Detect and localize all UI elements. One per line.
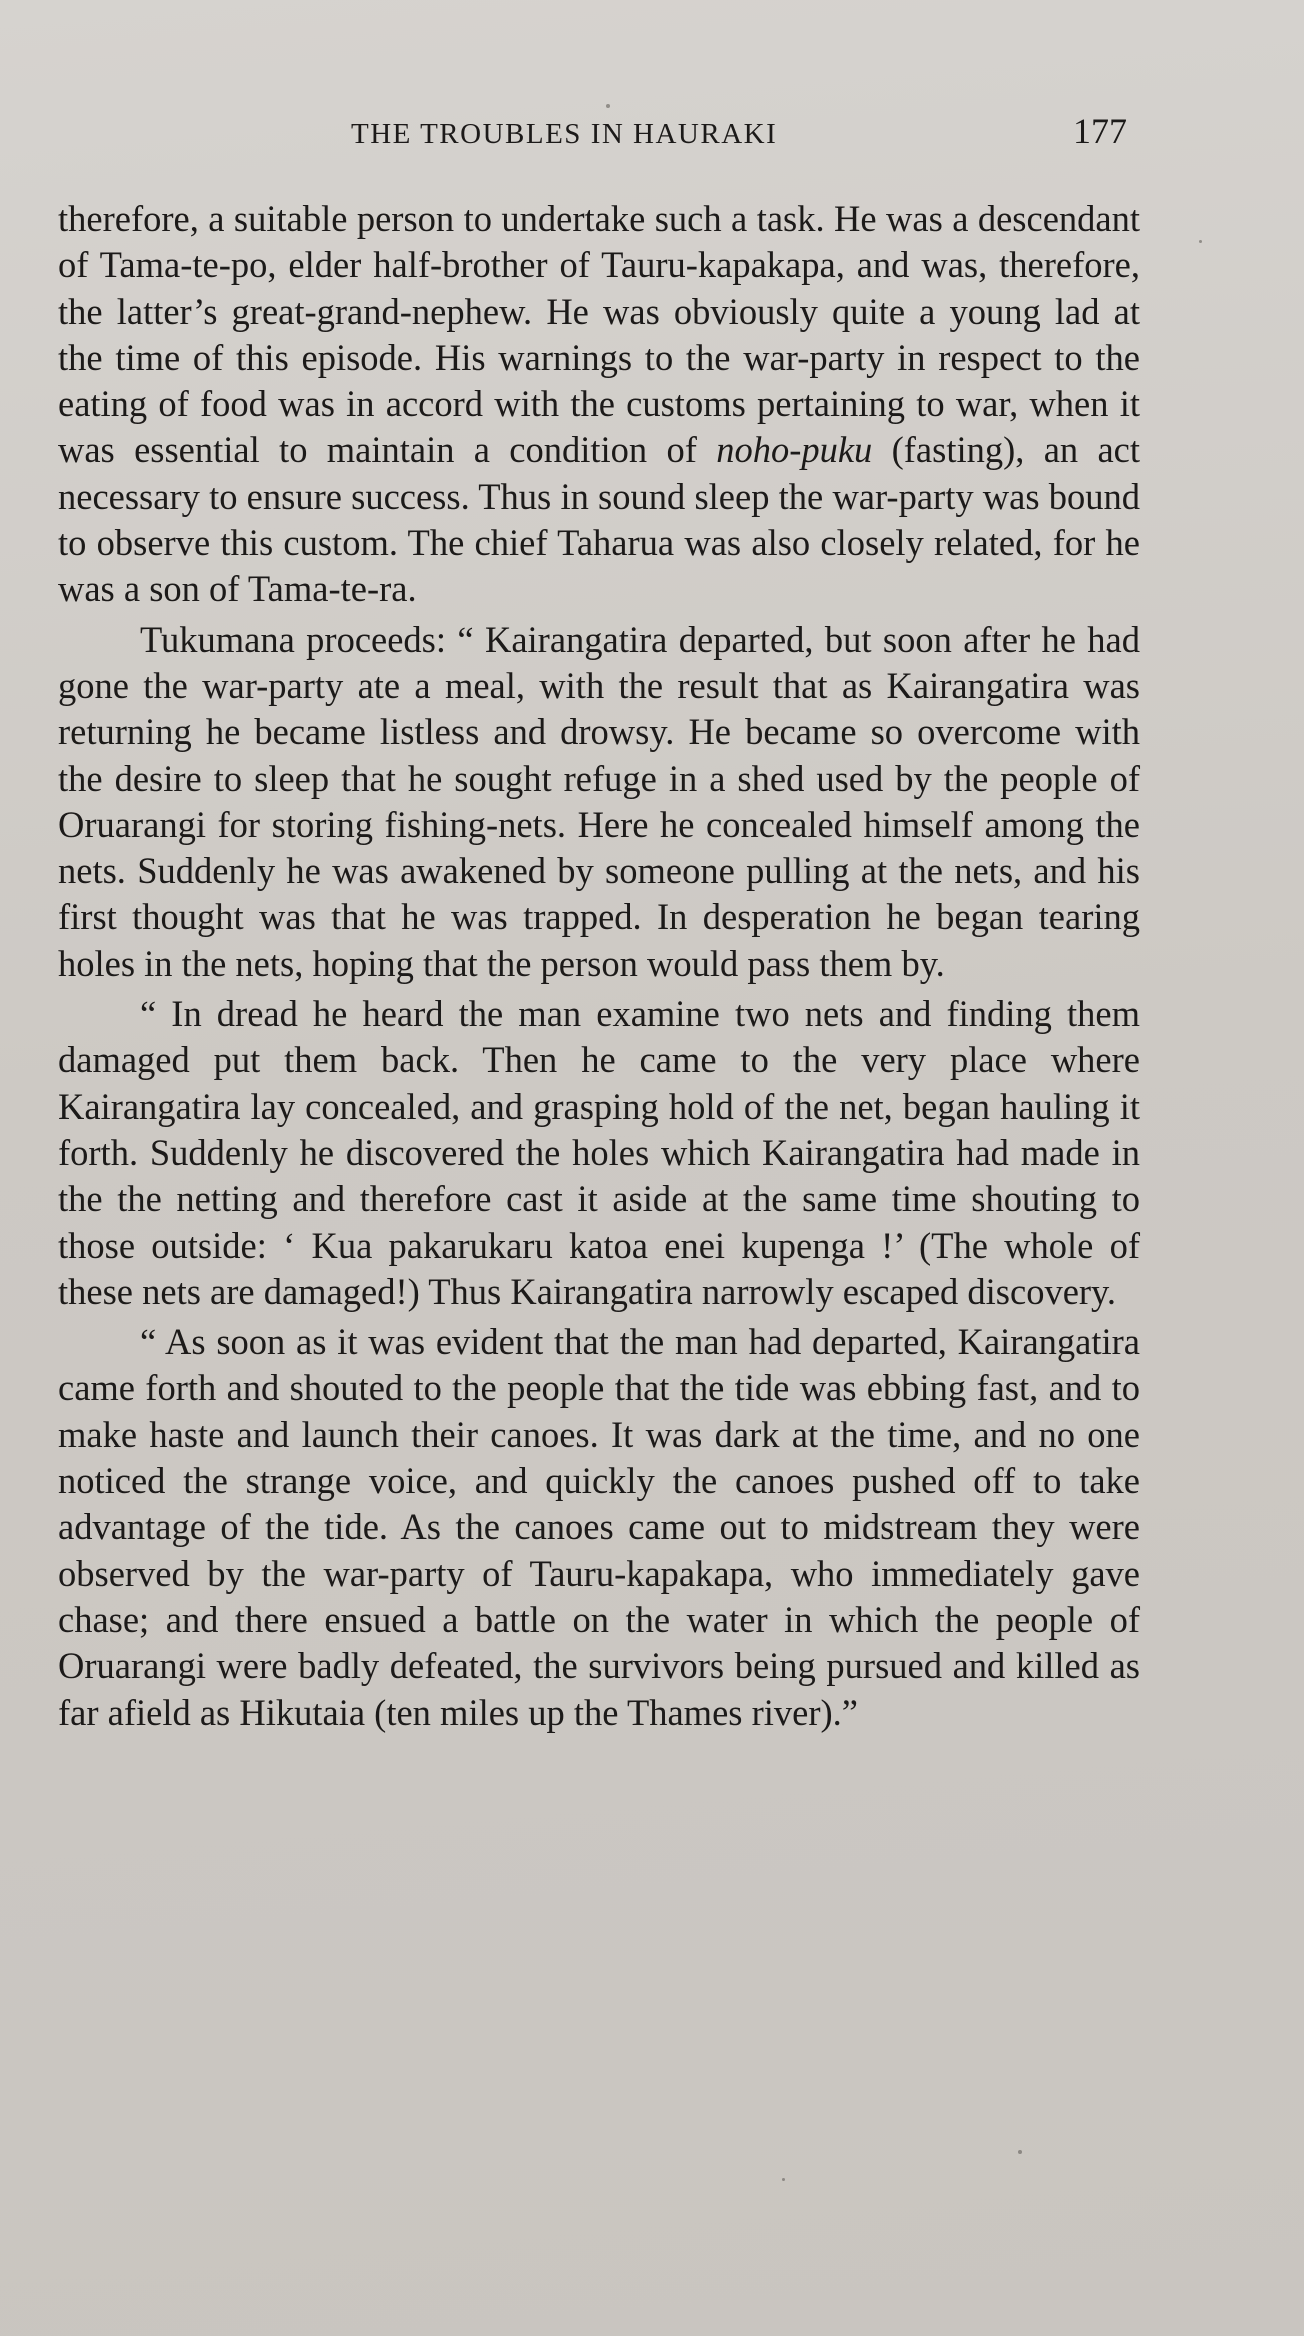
paper-speck: [1199, 240, 1202, 243]
running-head: THE TROUBLES IN HAURAKI: [351, 118, 778, 150]
paragraph-3-text: “ In dread he heard the man examine two nets and finding them damaged put them back. Then he came to the very place where Kairangatira lay concealed, and grasping hold of the net, began hauling it forth. Suddenly he discovered the holes which Kairangatira had made in the the netting and therefore cast it aside at the same time shouting to those outside: ‘ Kua pakarukaru katoa enei kupenga !’ (The whole of these nets are damaged!) Thus Kairangatira narrowly escaped discovery.: [58, 993, 1140, 1312]
paper-speck: [1018, 2150, 1022, 2154]
paragraph-3: [58, 991, 1140, 1315]
paragraph-2-text: Tukumana proceeds: “ Kairangatira departed, but soon after he had gone the war-party ate a meal, with the result that as Kairangatira was returning he became listless and drowsy. He became so overcome with the desire to sleep that he sought refuge in a shed used by the people of Oruarangi for storing fishing-nets. Here he concealed himself among the nets. Suddenly he was awakened by someone pulling at the nets, and his first thought was that he was trapped. In desperation he began tearing holes in the nets, hoping that the person would pass them by.: [58, 618, 1140, 984]
paper-speck: [782, 2178, 785, 2181]
paragraph-1: [58, 196, 1140, 613]
paragraph-4-text: “ As soon as it was evident that the man had departed, Kairangatira came forth and shouted to the people that the tide was ebbing fast, and to make haste and launch their canoes. It was dark at the time, and no one noticed the strange voice, and quickly the canoes pushed off to take advantage of the tide. As the canoes came out to midstream they were observed by the war-party of Tauru-kapakapa, who immediately gave chase; and there ensued a battle on the water in which the people of Oruarangi were badly defeated, the survivors being pursued and killed as far afield as Hikutaia (ten miles up the Thames river).”: [58, 1321, 1140, 1733]
paragraph-4: [58, 1319, 1140, 1736]
paper-speck: [606, 104, 610, 108]
page-number: 177: [1073, 111, 1127, 151]
italic-term-noho-puku: noho-puku: [716, 429, 873, 471]
paragraph-1-segment-1: therefore, a suitable person to undertake such a task. He was a descendant of Tama-te-po, elder half-brother of Tauru-kapakapa, and was, therefore, the latter’s great-grand-nephew. He was obviously quite a young lad at the time of this episode. His warnings to the war-party in respect to the eating of food was in accord with the customs pertaining to war, when it was essential to maintain a condition of: [58, 198, 1140, 471]
paragraph-2: [58, 617, 1140, 987]
body-text: [58, 196, 1140, 1736]
paragraph-1-segment-3: (fasting), an act necessary to ensure success. Thus in sound sleep the war-party was bound to observe this custom. The chief Taharua was also closely related, for he was a son of Tama-te-ra.: [58, 429, 1140, 610]
